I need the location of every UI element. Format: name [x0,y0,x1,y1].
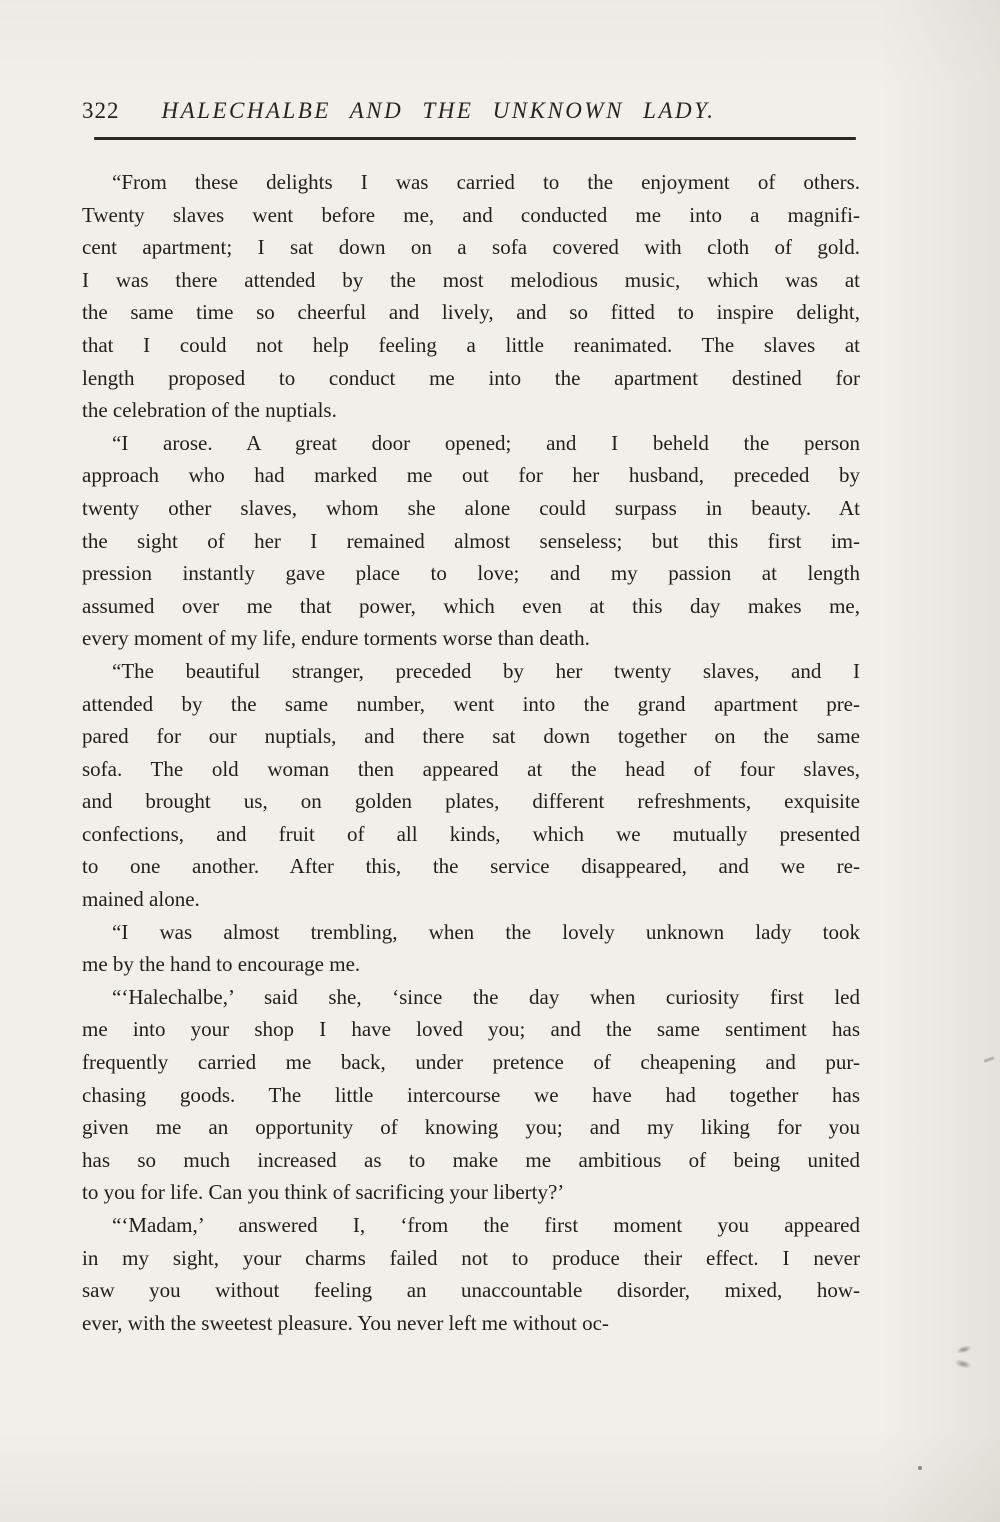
paragraph [82,427,860,655]
text-line: cent apartment; I sat down on a sofa covered with cloth of gold. [82,235,860,260]
text-line: mained alone. [82,887,200,912]
text-line: saw you without feeling an unaccountable disorder, mixed, how- [82,1278,860,1303]
page-body [82,166,860,1339]
text-line: assumed over me that power, which even at this day makes me, [82,593,860,618]
text-line: attended by the same number, went into the grand apartment pre- [82,691,860,716]
paragraph [82,916,860,981]
text-line: “From these delights I was carried to the enjoyment of others. [112,170,860,194]
text-line: pared for our nuptials, and there sat down together on the same [82,724,860,749]
page-content [82,0,860,1339]
text-line: Twenty slaves went before me, and conducted me into a magnifi- [82,202,860,227]
header-rule [94,137,856,140]
text-line: ever, with the sweetest pleasure. You never left me without oc- [82,1310,609,1335]
text-line: that I could not help feeling a little reanimated. The slaves at [82,332,860,357]
text-line: the sight of her I remained almost senseless; but this first im- [82,528,860,553]
text-line: me by the hand to encourage me. [82,952,361,977]
paragraph [82,981,860,1209]
text-line: given me an opportunity of knowing you; and my liking for you [82,1115,860,1140]
text-line: to you for life. Can you think of sacrificing your liberty?’ [82,1180,565,1205]
text-line: chasing goods. The little intercourse we have had together has [82,1082,860,1107]
text-line: “‘Halechalbe,’ said she, ‘since the day when curiosity first led [112,984,860,1009]
page-number: 322 [82,98,120,123]
text-line: every moment of my life, endure torments worse than death. [82,626,590,651]
page-header [82,0,860,124]
text-line: I was there attended by the most melodious music, which was at [82,267,860,292]
text-line: “I was almost trembling, when the lovely unknown lady took [112,919,860,944]
text-line: length proposed to conduct me into the apartment destined for [82,365,860,390]
text-line: sofa. The old woman then appeared at the head of four slaves, [82,756,860,781]
paragraph [82,655,860,916]
text-line: in my sight, your charms failed not to produce their effect. I never [82,1245,860,1270]
text-line: the same time so cheerful and lively, and so fitted to inspire delight, [82,300,860,325]
ink-smudge-artifact [952,1344,978,1378]
text-line: and brought us, on golden plates, different refreshments, exquisite [82,789,860,814]
text-line: twenty other slaves, whom she alone could surpass in beauty. At [82,495,860,520]
text-line: pression instantly gave place to love; and my passion at length [82,561,860,586]
paragraph [82,166,860,427]
text-line: “The beautiful stranger, preceded by her twenty slaves, and I [112,658,860,683]
text-line: confections, and fruit of all kinds, which we mutually presented [82,821,860,846]
text-line: “I arose. A great door opened; and I beheld the person [112,430,860,455]
text-line: to one another. After this, the service disappeared, and we re- [82,854,860,879]
text-line: frequently carried me back, under pretence of cheapening and pur- [82,1050,860,1075]
text-line: has so much increased as to make me ambitious of being united [82,1147,860,1172]
text-line: approach who had marked me out for her husband, preceded by [82,463,860,488]
text-line: “‘Madam,’ answered I, ‘from the first moment you appeared [112,1213,860,1237]
text-line: the celebration of the nuptials. [82,398,337,423]
edge-mark-artifact [984,1056,994,1062]
text-line: me into your shop I have loved you; and the same sentiment has [82,1017,860,1042]
running-title: HALECHALBE AND THE UNKNOWN LADY. [161,98,716,123]
paragraph [82,1209,860,1339]
speck-artifact [918,1466,922,1470]
